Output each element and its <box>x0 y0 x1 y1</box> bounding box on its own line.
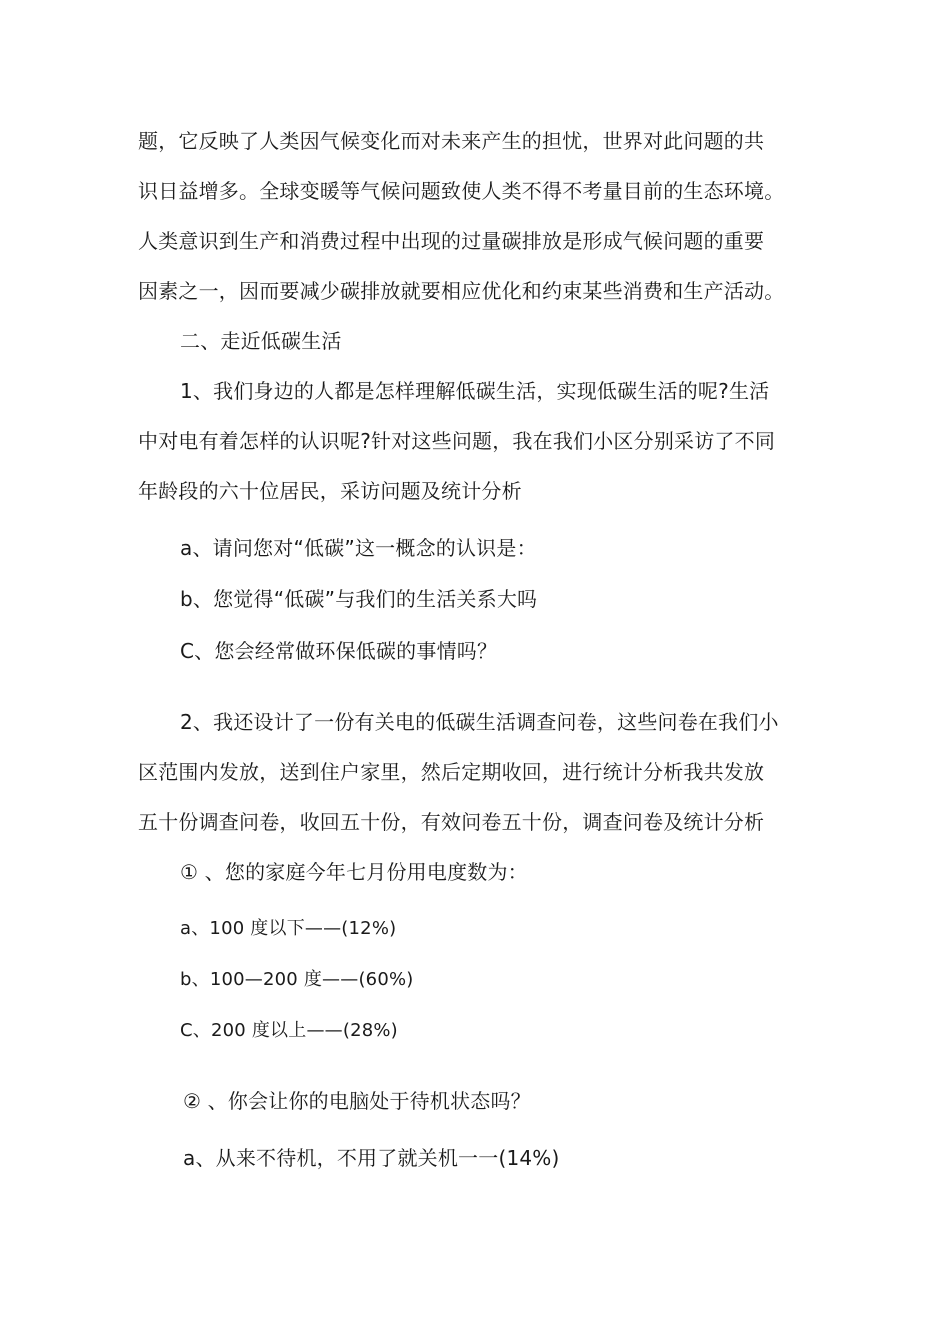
survey-option: a、从来不待机，不用了就关机一一(14%) <box>183 1146 560 1170</box>
item1-line: 中对电有着怎样的认识呢?针对这些问题，我在我们小区分别采访了不同 <box>138 429 776 453</box>
paragraph-line: 识日益增多。全球变暖等气候问题致使人类不得不考量目前的生态环境。 <box>138 179 785 203</box>
paragraph-line: 人类意识到生产和消费过程中出现的过量碳排放是形成气候问题的重要 <box>138 229 765 253</box>
item2-line: 2、我还设计了一份有关电的低碳生活调查问卷，这些问卷在我们小 <box>180 710 779 734</box>
section-heading: 二、走近低碳生活 <box>180 329 342 353</box>
interview-question: b、您觉得“低碳”与我们的生活关系大吗 <box>180 587 538 611</box>
item1-line: 1、我们身边的人都是怎样理解低碳生活，实现低碳生活的呢?生活 <box>180 379 770 403</box>
interview-question: C、您会经常做环保低碳的事情吗？ <box>180 639 498 663</box>
survey-question: ① 、您的家庭今年七月份用电度数为： <box>180 860 528 884</box>
item2-line: 五十份调查问卷，收回五十份，有效问卷五十份，调查问卷及统计分析 <box>138 810 765 834</box>
survey-option: a、100 度以下——(12%) <box>180 918 397 939</box>
item2-line: 区范围内发放，送到住户家里，然后定期收回，进行统计分析我共发放 <box>138 760 765 784</box>
item1-line: 年龄段的六十位居民，采访问题及统计分析 <box>138 479 522 503</box>
survey-option: b、100—200 度——(60%) <box>180 969 414 990</box>
survey-option: C、200 度以上——(28%) <box>180 1020 398 1041</box>
survey-question: ② 、你会让你的电脑处于待机状态吗？ <box>183 1089 531 1113</box>
paragraph-line: 题，它反映了人类因气候变化而对未来产生的担忧，世界对此问题的共 <box>138 129 765 153</box>
paragraph-line: 因素之一，因而要减少碳排放就要相应优化和约束某些消费和生产活动。 <box>138 279 785 303</box>
interview-question: a、请问您对“低碳”这一概念的认识是： <box>180 536 537 560</box>
